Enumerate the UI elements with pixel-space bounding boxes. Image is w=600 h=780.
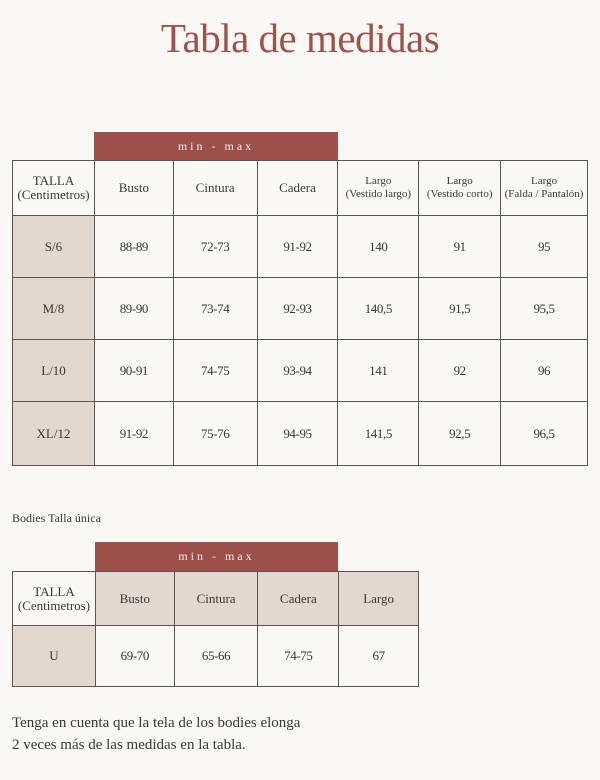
largo-cell: 67 bbox=[339, 626, 419, 687]
cadera-cell: 74-75 bbox=[258, 626, 339, 687]
header-largo-label: Largo bbox=[531, 175, 558, 187]
table-header-row bbox=[13, 572, 419, 626]
largo-vestido-largo-cell: 140,5 bbox=[338, 278, 419, 340]
header-talla bbox=[13, 572, 96, 626]
cintura-cell: 75-76 bbox=[173, 402, 257, 466]
largo-vestido-corto-cell: 92,5 bbox=[419, 402, 501, 466]
largo-falda-cell: 95,5 bbox=[501, 278, 588, 340]
header-largo-falda-pantalon bbox=[501, 161, 588, 216]
largo-falda-cell: 95 bbox=[501, 216, 588, 278]
table-row bbox=[13, 216, 588, 278]
page-title: Tabla de medidas bbox=[160, 15, 440, 61]
busto-cell: 89-90 bbox=[94, 278, 173, 340]
cadera-cell: 92-93 bbox=[257, 278, 338, 340]
header-largo-sub: (Vestido largo) bbox=[345, 188, 412, 200]
largo-vestido-corto-cell: 92 bbox=[419, 340, 501, 402]
header-cintura: Cintura bbox=[173, 161, 257, 216]
header-largo-label: Largo bbox=[446, 175, 473, 187]
largo-vestido-corto-cell: 91,5 bbox=[419, 278, 501, 340]
busto-cell: 69-70 bbox=[95, 626, 174, 687]
header-largo-vestido-largo bbox=[338, 161, 419, 216]
busto-cell: 91-92 bbox=[94, 402, 173, 466]
bodies-heading: Bodies Talla única bbox=[12, 511, 101, 525]
size-chart-table bbox=[12, 160, 588, 466]
largo-vestido-largo-cell: 140 bbox=[338, 216, 419, 278]
largo-falda-cell: 96,5 bbox=[501, 402, 588, 466]
size-cell: U bbox=[13, 626, 96, 687]
size-cell: S/6 bbox=[13, 216, 95, 278]
size-cell: XL/12 bbox=[13, 402, 95, 466]
largo-vestido-largo-cell: 141 bbox=[338, 340, 419, 402]
header-talla-label: TALLA bbox=[33, 583, 75, 599]
busto-cell: 88-89 bbox=[94, 216, 173, 278]
header-largo: Largo bbox=[339, 572, 419, 626]
header-largo-sub: (Vestido corto) bbox=[426, 188, 493, 200]
table-header-row bbox=[13, 161, 588, 216]
cadera-cell: 94-95 bbox=[257, 402, 338, 466]
header-cintura: Cintura bbox=[174, 572, 258, 626]
min-max-band: min - max bbox=[94, 132, 338, 160]
header-largo-sub: (Falda / Pantalón) bbox=[504, 188, 584, 200]
largo-falda-cell: 96 bbox=[501, 340, 588, 402]
header-largo-vestido-corto bbox=[419, 161, 501, 216]
size-cell: M/8 bbox=[13, 278, 95, 340]
header-busto: Busto bbox=[95, 572, 174, 626]
cintura-cell: 65-66 bbox=[174, 626, 258, 687]
table-row bbox=[13, 278, 588, 340]
bodies-note bbox=[12, 712, 300, 756]
note-line: 2 veces más de las medidas en la tabla. bbox=[12, 737, 246, 753]
table-row bbox=[13, 340, 588, 402]
cintura-cell: 72-73 bbox=[173, 216, 257, 278]
table-row bbox=[13, 402, 588, 466]
size-cell: L/10 bbox=[13, 340, 95, 402]
header-talla-unit: (Centimetros) bbox=[17, 597, 91, 613]
header-largo-label: Largo bbox=[365, 175, 392, 187]
cadera-cell: 93-94 bbox=[257, 340, 338, 402]
cadera-cell: 91-92 bbox=[257, 216, 338, 278]
largo-vestido-corto-cell: 91 bbox=[419, 216, 501, 278]
min-max-band: min - max bbox=[95, 542, 338, 571]
bodies-size-table bbox=[12, 571, 419, 687]
header-talla-unit: (Centimetros) bbox=[17, 187, 90, 202]
header-busto: Busto bbox=[94, 161, 173, 216]
table-row bbox=[13, 626, 419, 687]
header-cadera: Cadera bbox=[257, 161, 338, 216]
busto-cell: 90-91 bbox=[94, 340, 173, 402]
note-line: Tenga en cuenta que la tela de los bodies elonga bbox=[12, 715, 301, 731]
largo-vestido-largo-cell: 141,5 bbox=[338, 402, 419, 466]
header-cadera: Cadera bbox=[258, 572, 339, 626]
header-talla-label: TALLA bbox=[32, 173, 75, 188]
cintura-cell: 73-74 bbox=[173, 278, 257, 340]
header-talla bbox=[13, 161, 95, 216]
cintura-cell: 74-75 bbox=[173, 340, 257, 402]
